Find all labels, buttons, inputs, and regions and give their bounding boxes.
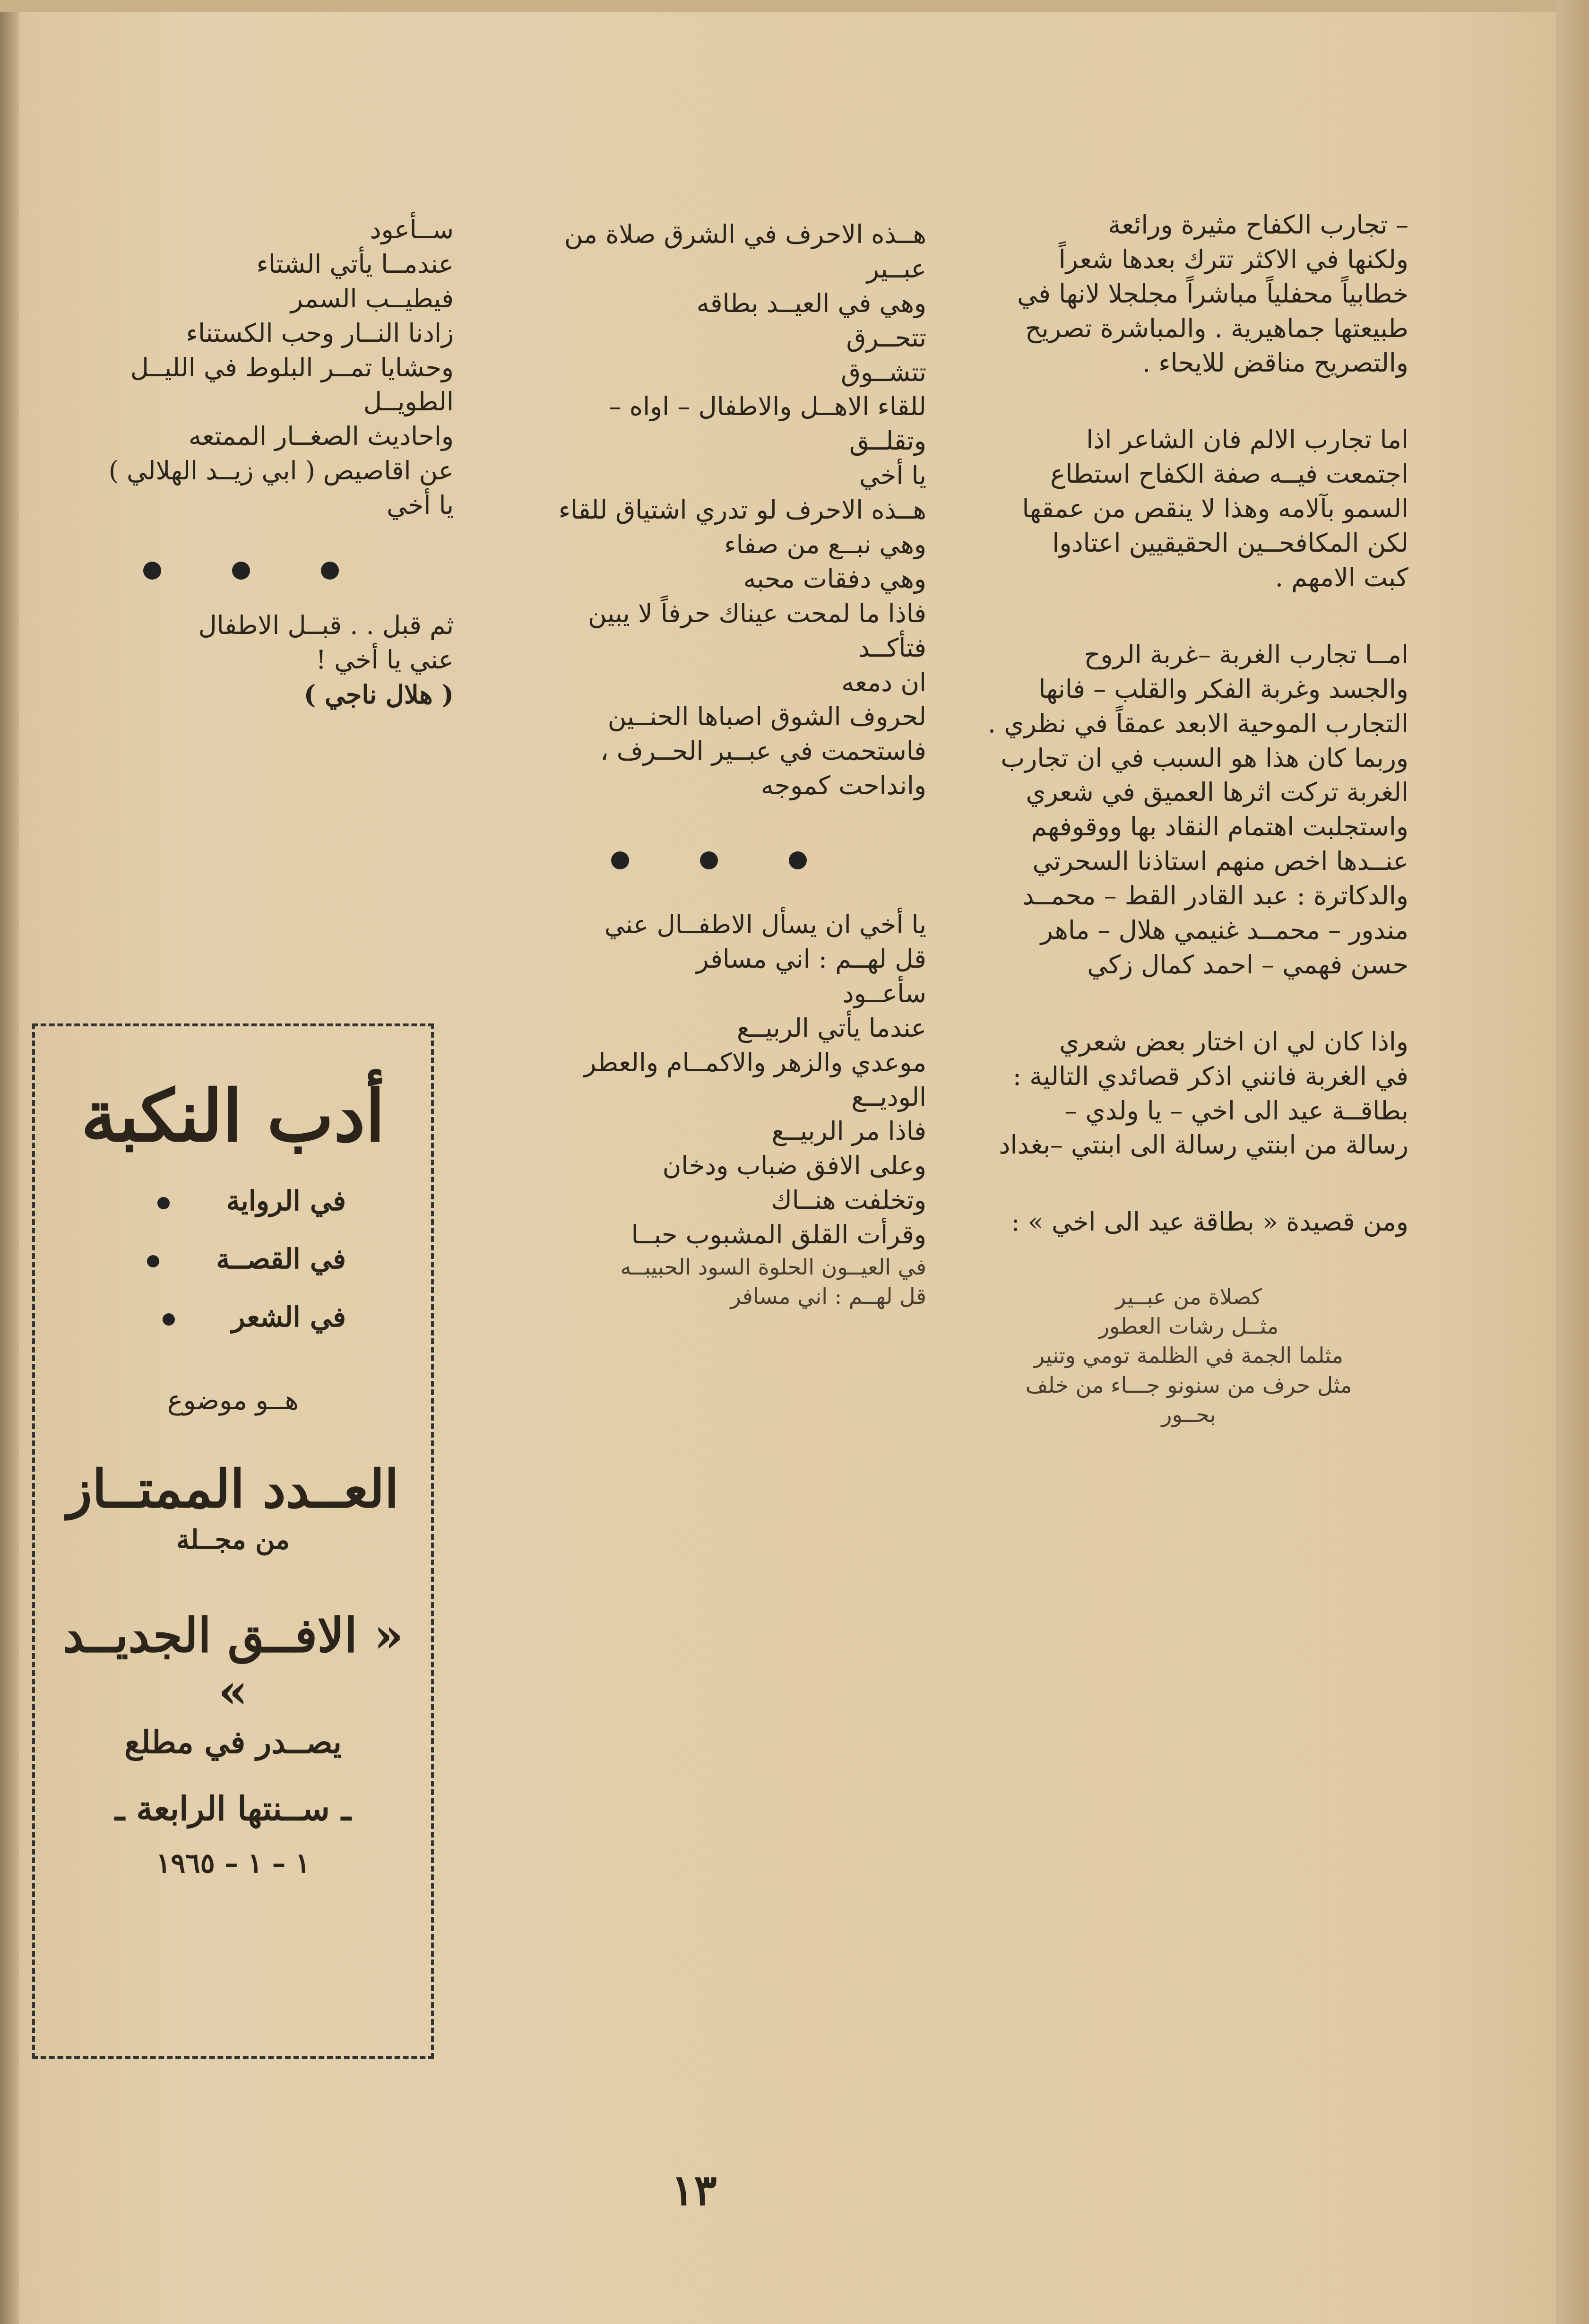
poem-line: قل لهــم : اني مسافر: [696, 944, 926, 974]
poem-line: وقرأت القلق المشبوب حبــا: [631, 1220, 926, 1250]
poem-line: الوديــع: [851, 1082, 926, 1112]
text-line: خطابياً محفلياً مباشراً مجلجلا لانها في: [1017, 278, 1408, 309]
poem-line: فاذا مر الربيــع: [771, 1116, 926, 1146]
poem-line: سأعــود: [842, 978, 926, 1008]
poem-line: ثم قبل . . قبــل الاطفال: [198, 610, 454, 641]
ad-topic-item: في الرواية: [49, 1185, 346, 1217]
text-line: والجسد وغربة الفكر والقلب – فانها: [1038, 674, 1408, 704]
page-top-edge: [0, 0, 1589, 12]
poem-line: موعدي والزهر والاكمــام والعطر: [584, 1047, 926, 1077]
text-line: عنــدها اخص منهم استاذنا السحرتي: [1032, 846, 1408, 876]
poem-line: للقاء الاهــل والاطفال – اواه –: [608, 391, 926, 422]
middle-column: [492, 217, 926, 1311]
poem-line: هــذه الاحرف في الشرق صلاة من: [564, 219, 926, 249]
poem-line: بحــور: [1161, 1401, 1216, 1427]
ad-published: يصــدر في مطلع: [124, 1724, 342, 1760]
paragraph: [969, 208, 1408, 380]
author-name: ( هلال ناجي ): [303, 679, 454, 710]
text-line: – تجارب الكفاح مثيرة ورائعة: [1108, 210, 1408, 240]
poem-line: فاستحمت في عبــير الحــرف ،: [600, 736, 926, 766]
dot: [789, 851, 807, 869]
paragraph: [969, 1025, 1408, 1163]
text-line: ولكنها في الاكثر تترك بعدها شعراً: [1058, 244, 1408, 274]
text-line: التجارب الموحية الابعد عمقاً في نظري .: [988, 708, 1408, 738]
text-line: اجتمعت فيــه صفة الكفاح استطاع: [1050, 459, 1408, 489]
poem-line: هــذه الاحرف لو تدري اشتياق للقاء: [558, 495, 926, 525]
poem-line: فيطيــب السمر: [290, 283, 454, 313]
poem-line: مثل حرف من سنونو جـــاء من خلف: [1025, 1372, 1352, 1398]
text-line: وربما كان هذا هو السبب في ان تجارب: [1001, 743, 1408, 773]
poem-line: تتشــوق: [841, 357, 926, 387]
poem-line: فاذا ما لمحت عيناك حرفاً لا يبين: [588, 598, 926, 628]
poem-stanza: [492, 908, 926, 1311]
poem-line: وتقلــق: [849, 426, 926, 456]
text-line: بطاقــة عيد الى اخي – يا ولدي –: [1064, 1095, 1408, 1126]
poem-line: وتخلفت هنــاك: [771, 1185, 926, 1215]
text-line: حسن فهمي – احمد كمال زكي: [1087, 949, 1408, 980]
ad-title: أدب النكبة: [81, 1075, 385, 1158]
text-line: واستجلبت اهتمام النقاد بها ووقوفهم: [1031, 812, 1408, 842]
ad-year: ـ ســنتها الرابعة ـ: [115, 1789, 351, 1828]
left-column: [28, 213, 454, 712]
poem-line: تتحــرق: [846, 322, 926, 353]
poem-stanza: [28, 213, 454, 523]
ad-special-issue: العــدد الممتــاز: [67, 1458, 399, 1519]
poem-line: عن اقاصيص ( ابي زيــد الهلالي ): [108, 456, 454, 486]
text-line: واذا كان لي ان اختار بعض شعري: [1059, 1026, 1408, 1057]
right-column: [969, 208, 1408, 1429]
paragraph: [969, 1205, 1408, 1240]
page-right-edge: [1556, 0, 1589, 2324]
poem-line: وهي في العيــد بطاقه: [696, 288, 926, 318]
text-line: امــا تجارب الغربة –غربة الروح: [1084, 639, 1408, 669]
dot: [700, 851, 718, 869]
poem-line: في العيــون الحلوة السود الحبيبــه: [620, 1254, 926, 1280]
poem-line: عبــير: [866, 253, 926, 284]
poem-line: يا أخي: [386, 490, 454, 520]
text-line: ومن قصيدة « بطاقة عيد الى اخي » :: [1011, 1207, 1408, 1237]
paragraph: [969, 423, 1408, 595]
ad-date: ١ – ١ – ١٩٦٥: [156, 1847, 310, 1879]
text-line: لكن المكافحــين الحقيقيين اعتادوا: [1052, 528, 1408, 558]
poem-stanza: [28, 608, 454, 712]
poem-line: عندما يأتي الربيــع: [736, 1013, 926, 1043]
poem-stanza: [492, 217, 926, 803]
poem-line: كصلاة من عبــير: [1115, 1284, 1262, 1310]
page-number: ١٣: [671, 2165, 717, 2215]
poem-line: زادنا النــار وحب الكستناء: [186, 318, 454, 348]
poem-line: يا أخي: [859, 460, 926, 491]
poem-line: قل لهــم : اني مسافر: [730, 1283, 926, 1309]
poem-line: وانداحت كموجه: [760, 771, 926, 801]
poem-line: ان دمعه: [841, 667, 926, 697]
poem-line: فتأكــد: [858, 633, 926, 663]
ad-from-magazine: من مجــلة: [176, 1524, 290, 1555]
text-line: والتصريح مناقض للايحاء .: [1142, 347, 1408, 378]
poem-line: يا أخي ان يسأل الاطفــال عني: [604, 910, 926, 940]
poem-line: وهي نبــع من صفاء: [724, 529, 926, 560]
dot: [611, 851, 629, 869]
ad-topics-list: [49, 1185, 417, 1333]
page-spine-shadow: [0, 0, 19, 2324]
text-line: مندور – محمــد غنيمي هلال – ماهر: [1040, 915, 1408, 945]
poem-line: عندمــا يأتي الشتاء: [256, 249, 454, 279]
poem-line: لحروف الشوق اصباها الحنــين: [607, 702, 926, 732]
poem-line: واحاديث الصغــار الممتعه: [188, 421, 454, 451]
text-line: طبيعتها جماهيرية . والمباشرة تصريح: [1025, 313, 1408, 343]
ad-topic-item: في القصــة: [49, 1243, 346, 1275]
dot: [232, 562, 250, 580]
paragraph: [969, 638, 1408, 982]
poem-excerpt: [969, 1282, 1408, 1429]
text-line: الغربة تركت اثرها العميق في شعري: [1026, 777, 1408, 807]
poem-line: وهي دفقات محبه: [743, 564, 926, 594]
text-line: السمو بآلامه وهذا لا ينقص من عمقها: [1022, 494, 1408, 524]
ad-topic-item: في الشعر: [49, 1301, 346, 1333]
section-divider-dots: [492, 841, 926, 879]
ad-is-topic: هــو موضوع: [167, 1385, 299, 1416]
dot: [321, 562, 339, 580]
text-line: كبت الامهم .: [1275, 563, 1408, 593]
poem-line: الطويــل: [363, 387, 454, 417]
text-line: والدكاترة : عبد القادر القط – محمــد: [1022, 881, 1408, 911]
dot: [143, 562, 161, 580]
section-divider-dots: [28, 551, 454, 590]
text-line: اما تجارب الالم فان الشاعر اذا: [1086, 425, 1408, 455]
poem-line: وعلى الافق ضباب ودخان: [662, 1151, 926, 1181]
text-line: رسالة من ابنتي رسالة الى ابنتي –بغداد: [999, 1130, 1408, 1160]
poem-line: مثــل رشات العطور: [1098, 1313, 1279, 1339]
text-line: في الغربة فانني اذكر قصائدي التالية :: [1012, 1061, 1408, 1091]
poem-line: ســأعود: [370, 215, 454, 244]
poem-line: عني يا أخي !: [316, 644, 454, 675]
poem-line: وحشايا تمــر البلوط في الليــل: [130, 352, 454, 382]
poem-line: مثلما الجمة في الظلمة تومي وتنير: [1034, 1343, 1344, 1369]
advertisement-box: [32, 1023, 434, 2059]
ad-magazine-name: « الافــق الجديــد »: [62, 1607, 404, 1719]
